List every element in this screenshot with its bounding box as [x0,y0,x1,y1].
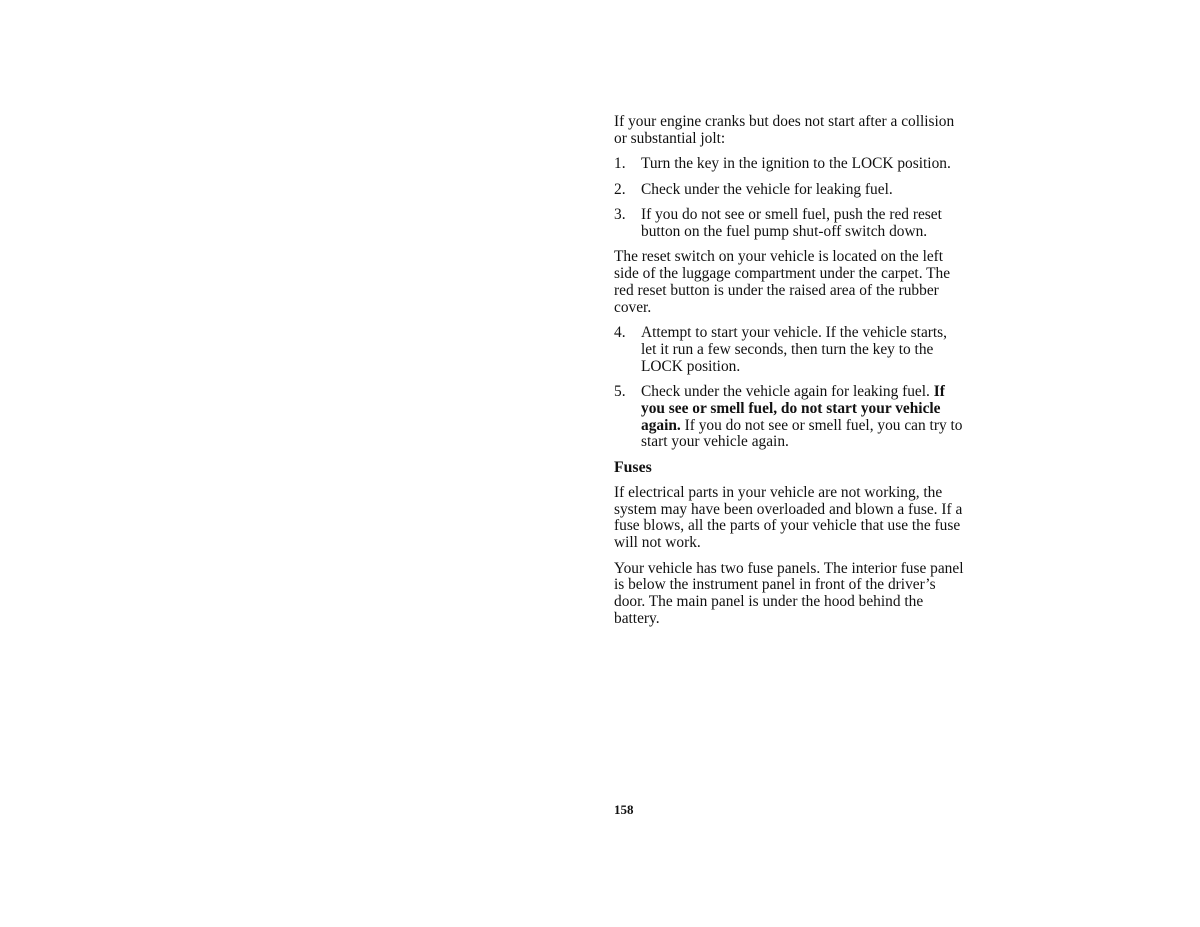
step-text: Attempt to start your vehicle. If the vehicle starts, let it run a few seconds, then turn the key to the LOCK position. [641,323,948,375]
fuses-paragraph-1: If electrical parts in your vehicle are not working, the system may have been overloaded and blown a fuse. If a fuse blows, all the parts of your vehicle that use the fuse will not work. [614,483,963,552]
page-number: 158 [614,802,634,817]
fuses-heading: Fuses [614,458,652,476]
step-text: Turn the key in the ignition to the LOCK position. [641,155,951,173]
fuses-paragraph-2: Your vehicle has two fuse panels. The interior fuse panel is below the instrument panel in front of the driver’s door. The main panel is under the hood behind the battery. [614,559,964,628]
step-text-start: Check under the vehicle again for leaking fuel. [641,382,930,400]
step-text: If you do not see or smell fuel, push the red reset button on the fuel pump shut-off switch down. [641,205,942,240]
intro-paragraph: If your engine cranks but does not start after a collision or substantial jolt: [614,113,955,147]
step-2 [614,182,964,199]
step-1 [614,156,964,173]
step-4 [614,325,964,375]
step-3 [614,207,964,241]
step-text-end: If you do not see or smell fuel, you can try to start your vehicle again. [641,416,963,451]
step-number: 5. [614,382,626,400]
step-text [641,384,964,451]
text-column [614,114,964,636]
step-number: 1. [614,155,626,173]
fuel-warning: If you see or smell fuel, do not start your vehicle again. [641,382,945,434]
step-text: Check under the vehicle for leaking fuel. [641,180,893,198]
step-number: 4. [614,323,626,341]
step-number: 3. [614,205,626,223]
step-number: 2. [614,180,626,198]
reset-switch-note: The reset switch on your vehicle is located on the left side of the luggage compartment under the carpet. The red reset button is under the raised area of the rubber cover. [614,248,951,316]
step-5 [614,384,964,451]
